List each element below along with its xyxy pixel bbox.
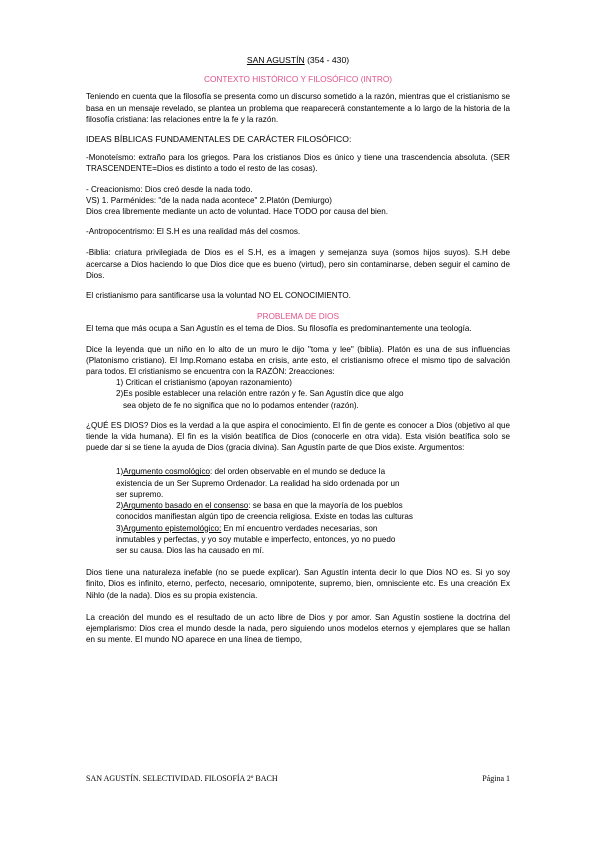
argumento-line: conocidos manifiestan algún tipo de creencia religiosa. Existe en todas las culturas xyxy=(116,512,413,522)
antropocentrismo-paragraph: -Antropocentrismo: El S.H es una realidad más del cosmos. xyxy=(86,227,301,237)
argumento-number: 1) xyxy=(116,467,124,477)
section-heading-problema-dios: PROBLEMA DE DIOS xyxy=(256,311,340,322)
section-heading-contexto: CONTEXTO HISTÓRICO Y FILOSÓFICO (INTRO) xyxy=(203,74,393,85)
argumento-consenso xyxy=(116,500,510,511)
ideas-heading: IDEAS BÍBLICAS FUNDAMENTALES DE CARÁCTER FILOSÓFICO: xyxy=(86,134,352,145)
argumento-name: Argumento cosmológico xyxy=(123,467,211,477)
creacionismo-line-2: VS) 1. Parménides: "de la nada nada acontece" 2.Platón (Demiurgo) xyxy=(86,195,333,205)
title-dates: (354 - 430) xyxy=(307,55,350,65)
argumento-line: existencia de un Ser Supremo Ordenador. La realidad ha sido ordenada por un xyxy=(116,478,400,488)
page-content xyxy=(86,55,510,654)
reaccion-item: 1) Critican el cristianismo (apoyan razonamiento) xyxy=(116,378,292,388)
creacion-paragraph: La creación del mundo es el resultado de un acto libre de Dios y por amor. San Agustín sostiene la doctrina del ejemplarismo: Dios crea el mundo desde la nada, pero siguiendo unos modelos eternos y ejemplares que se hallan en su mente. El mundo NO aparece en una línea de tiempo, xyxy=(86,612,510,645)
argumento-text: : se basa en que la mayoría de los pueblos xyxy=(248,501,403,511)
argumento-name: Argumento epistemológico: xyxy=(123,523,222,533)
cristianismo-paragraph: El cristianismo para santificarse usa la voluntad NO EL CONOCIMIENTO. xyxy=(86,291,351,301)
argumento-number: 2) xyxy=(116,501,124,511)
argumento-line: inmutables y perfectas, y yo soy mutable e imperfecto, entonces, yo no puedo xyxy=(116,534,396,544)
reaccion-item: sea objeto de fe no significa que no lo podamos entender (razón). xyxy=(123,400,359,410)
leyenda-paragraph: Dice la leyenda que un niño en lo alto de un muro le dijo "toma y lee" (biblia). Platón es una de sus influencias (Platonismo cristiano). El Imp.Romano estaba en crisis, ante esto, el cristianismo ofrece el mismo tipo de salvación para todos. El cristianismo se encuentra con la RAZÓN: 2reacciones: xyxy=(86,344,510,377)
que-es-dios-paragraph: ¿QUÉ ES DIOS? Dios es la verdad a la que aspira el conocimiento. El fin de gente es conocer a Dios (objetivo al que tiende la vida humana). El fin es la visión beatífica de Dios (conocerle en otra vida). Esta visión beatífica solo se puede dar si se tiene la ayuda de Dios (gracia divina). San Agustín parte de que Dios existe. Argumentos: xyxy=(86,420,510,453)
argumento-name: Argumento basado en el consenso xyxy=(123,501,249,511)
intro-paragraph: Teniendo en cuenta que la filosofía se presenta como un discurso sometido a la razón, mientras que el cristianismo se basa en un mensaje revelado, se plantea un problema que reaparecerá constantemente a lo largo de la historia de la filosofía cristiana: las relaciones entre la fe y la razón. xyxy=(86,92,510,124)
naturaleza-paragraph: Dios tiene una naturaleza inefable (no se puede explicar). San Agustín intenta decir lo que Dios NO es. Si yo soy finito, Dios es infinito, eterno, perfecto, necesario, omnipotente, supremo, bien, omnisciente etc. Es una creación Ex Nihlo (de la nada). Dios es su propia existencia. xyxy=(86,568,510,600)
page-title xyxy=(86,55,510,66)
title-name: SAN AGUSTÍN xyxy=(246,55,305,65)
footer-title: SAN AGUSTÍN. SELECTIVIDAD. FILOSOFÍA 2º BACH xyxy=(86,774,278,783)
argumentos-list xyxy=(116,466,510,556)
creacionismo-block xyxy=(86,184,510,218)
argumento-text: : del orden observable en el mundo se deduce la xyxy=(210,467,386,477)
page-number: Página 1 xyxy=(482,774,510,783)
biblia-paragraph: -Biblia: criatura privilegiada de Dios es el S.H, es a imagen y semejanza suya (somos hijos suyos). S.H debe acercarse a Dios haciendo lo que Dios dice que es bueno (virtud), pero sin contaminarse, deben seguir el camino de Dios. xyxy=(86,248,510,280)
reaccion-item: 2)Es posible establecer una relación entre razón y fe. San Agustín dice que algo xyxy=(116,389,404,399)
argumento-number: 3) xyxy=(116,523,124,533)
argumento-line: ser supremo. xyxy=(116,489,164,499)
argumento-epistemologico xyxy=(116,523,510,534)
argumento-line: ser su causa. Dios las ha causado en mí. xyxy=(116,545,265,555)
reacciones-list xyxy=(86,377,510,411)
creacionismo-line-1: - Creacionismo: Dios creó desde la nada todo. xyxy=(86,184,253,194)
monoteismo-paragraph: -Monoteísmo: extraño para los griegos. Para los cristianos Dios es único y tiene una trascendencia absoluta. (SER TRASCENDENTE=Dios es distinto a todo el resto de las cosas). xyxy=(86,153,510,174)
creacionismo-line-3: Dios crea libremente mediante un acto de voluntad. Hace TODO por causa del bien. xyxy=(86,207,389,217)
argumento-cosmologico xyxy=(116,466,510,477)
tema-paragraph: El tema que más ocupa a San Agustín es el tema de Dios. Su filosofía es predominantemente una teología. xyxy=(86,324,472,334)
argumento-text: En mí encuentro verdades necesarias, son xyxy=(221,523,378,533)
